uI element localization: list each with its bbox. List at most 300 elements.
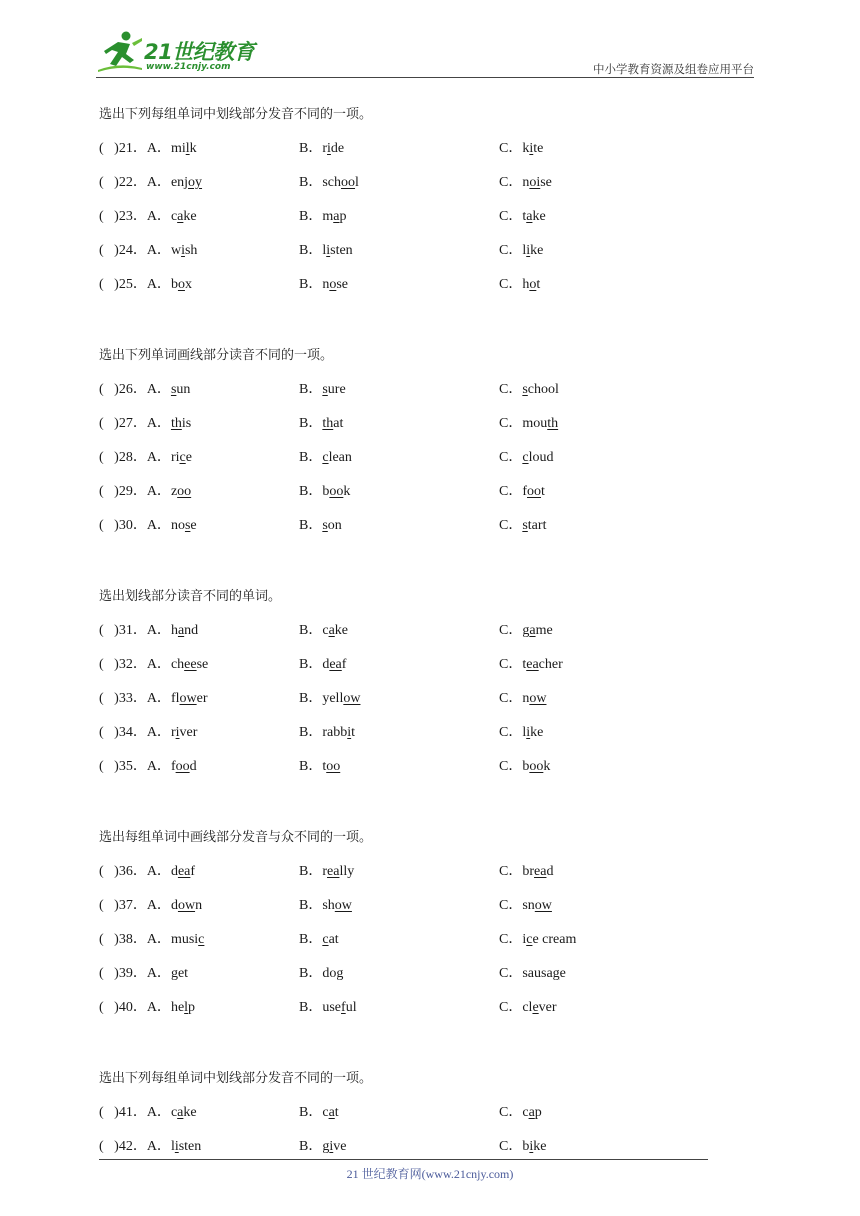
question-number: ( )26．A．	[99, 382, 171, 397]
question-number: ( )38．A．	[99, 932, 171, 947]
underlined-part: g	[170, 966, 178, 981]
option-letter: B．	[299, 623, 323, 638]
question-number: ( )35．A．	[99, 759, 171, 774]
word-part: nd	[184, 623, 199, 638]
underlined-part: ea	[526, 657, 539, 672]
word-part: c	[170, 1105, 178, 1120]
option-word	[522, 725, 543, 740]
option-word	[322, 1105, 338, 1120]
underlined-part: th	[547, 416, 559, 431]
option-b	[299, 276, 348, 294]
underlined-part: ee	[184, 657, 197, 672]
word-part: ch	[170, 657, 185, 672]
option-word	[322, 1139, 346, 1154]
underlined-part: a	[328, 623, 335, 638]
option-c	[499, 242, 543, 260]
option-word	[171, 725, 197, 740]
option-word	[322, 382, 345, 397]
footer-text: 21 世纪教育网(www.21cnjy.com)	[346, 1167, 514, 1181]
underlined-part: ea	[327, 864, 340, 879]
word-part: loud	[528, 450, 554, 465]
underlined-part: ea	[177, 864, 191, 879]
option-letter: B．	[299, 1139, 323, 1154]
option-word	[522, 657, 562, 672]
question-section	[99, 588, 739, 792]
option-b	[299, 965, 343, 983]
word-part: ure	[327, 382, 346, 397]
option-word	[171, 1000, 195, 1015]
word-part: ke	[532, 209, 546, 224]
option-word	[522, 382, 559, 397]
underlined-part: ow	[177, 898, 196, 913]
option-letter: B．	[299, 277, 323, 292]
underlined-part: th	[170, 416, 182, 431]
option-c	[499, 622, 553, 640]
question-number: ( )29．A．	[99, 484, 171, 499]
option-letter: C．	[499, 1139, 523, 1154]
underlined-part: i	[175, 725, 180, 740]
underlined-part: c	[179, 450, 186, 465]
logo	[96, 30, 266, 78]
question-row	[99, 622, 739, 656]
word-part: f	[522, 484, 528, 499]
underlined-part: oo	[529, 759, 544, 774]
option-word	[322, 277, 348, 292]
option-letter: B．	[299, 243, 323, 258]
option-b	[299, 517, 342, 535]
option-b	[299, 1138, 346, 1156]
option-word	[171, 518, 197, 533]
word-part: ke	[533, 1139, 547, 1154]
underlined-part: l	[184, 1000, 189, 1015]
option-word	[322, 623, 348, 638]
option-word	[522, 898, 552, 913]
question-number: ( )22．A．	[99, 175, 171, 190]
word-part: me	[535, 623, 553, 638]
option-word	[171, 691, 208, 706]
word-part: et	[177, 966, 189, 981]
option-b	[299, 931, 339, 949]
header-platform-text: 中小学教育资源及组卷应用平台	[593, 62, 754, 76]
question-row	[99, 276, 739, 310]
option-letter: B．	[299, 450, 323, 465]
option-a	[99, 724, 197, 742]
word-part: f	[170, 759, 176, 774]
option-letter: C．	[499, 966, 523, 981]
word-part: e	[190, 518, 197, 533]
option-c	[499, 208, 546, 226]
option-letter: B．	[299, 209, 323, 224]
word-part: z	[170, 484, 178, 499]
question-row	[99, 690, 739, 724]
word-part: b	[522, 1139, 530, 1154]
option-word	[171, 657, 208, 672]
word-part: on	[327, 518, 342, 533]
option-b	[299, 897, 352, 915]
option-b	[299, 690, 360, 708]
option-c	[499, 517, 546, 535]
underlined-part: o	[177, 277, 185, 292]
word-part: er	[196, 691, 208, 706]
word-part: h	[522, 277, 530, 292]
question-row	[99, 931, 739, 965]
underlined-part: oi	[529, 175, 541, 190]
option-word	[322, 141, 344, 156]
word-part: t	[522, 657, 527, 672]
option-b	[299, 622, 348, 640]
option-word	[322, 484, 350, 499]
option-letter: C．	[499, 209, 523, 224]
option-letter: B．	[299, 725, 323, 740]
question-number: ( )36．A．	[99, 864, 171, 879]
option-word	[171, 1139, 201, 1154]
word-part: un	[176, 382, 191, 397]
word-part: de	[330, 141, 345, 156]
option-b	[299, 449, 352, 467]
option-word	[522, 864, 553, 879]
underlined-part: g	[552, 966, 560, 981]
word-part: do	[322, 966, 337, 981]
option-letter: C．	[499, 416, 523, 431]
question-number: ( )42．A．	[99, 1139, 171, 1154]
underlined-part: i	[526, 243, 531, 258]
option-b	[299, 381, 346, 399]
underlined-part: th	[322, 416, 334, 431]
section-instruction: 选出下列单词画线部分读音不同的一项。	[99, 348, 334, 363]
option-word	[522, 691, 546, 706]
option-b	[299, 758, 340, 776]
option-b	[299, 208, 346, 226]
option-word	[322, 864, 354, 879]
option-word	[171, 277, 192, 292]
word-part: se	[336, 277, 349, 292]
option-b	[299, 863, 354, 881]
underlined-part: g	[336, 966, 344, 981]
option-word	[322, 691, 360, 706]
underlined-part: c	[522, 450, 529, 465]
word-part: k	[543, 759, 551, 774]
underlined-part: ea	[534, 864, 547, 879]
option-b	[299, 1104, 339, 1122]
option-b	[299, 242, 353, 260]
question-row	[99, 140, 739, 174]
underlined-part: i	[526, 725, 531, 740]
option-word	[171, 484, 191, 499]
option-c	[499, 724, 543, 742]
question-number: ( )30．A．	[99, 518, 171, 533]
option-letter: C．	[499, 623, 523, 638]
option-letter: C．	[499, 759, 523, 774]
option-letter: B．	[299, 1105, 323, 1120]
option-word	[322, 243, 352, 258]
option-word	[522, 484, 545, 499]
option-word	[171, 1105, 197, 1120]
option-letter: B．	[299, 898, 323, 913]
header-divider	[96, 77, 754, 78]
question-row	[99, 242, 739, 276]
option-c	[499, 174, 552, 192]
option-c	[499, 999, 557, 1017]
option-c	[499, 897, 552, 915]
option-a	[99, 965, 188, 983]
option-word	[322, 1000, 356, 1015]
word-part: c	[322, 1105, 329, 1120]
word-part: sch	[322, 175, 342, 190]
option-word	[171, 141, 197, 156]
option-word	[322, 759, 340, 774]
word-part: enj	[170, 175, 189, 190]
question-row	[99, 381, 739, 415]
word-part: i	[522, 932, 527, 947]
word-part: rabb	[322, 725, 348, 740]
question-row	[99, 517, 739, 551]
word-part: se	[196, 657, 209, 672]
underlined-part: s	[522, 518, 528, 533]
word-part: l	[170, 1139, 175, 1154]
underlined-part: s	[322, 518, 328, 533]
underlined-part: s	[184, 518, 191, 533]
option-a	[99, 931, 204, 949]
option-letter: B．	[299, 518, 323, 533]
underlined-part: ow	[179, 691, 197, 706]
underlined-part: oo	[341, 175, 356, 190]
word-part: n	[322, 277, 330, 292]
option-letter: B．	[299, 175, 323, 190]
option-word	[171, 382, 190, 397]
option-word	[171, 450, 192, 465]
question-number: ( )25．A．	[99, 277, 171, 292]
word-part: g	[322, 1139, 330, 1154]
option-c	[499, 690, 546, 708]
option-c	[499, 276, 540, 294]
option-letter: C．	[499, 725, 523, 740]
option-a	[99, 1104, 197, 1122]
option-letter: C．	[499, 1105, 523, 1120]
word-part: x	[184, 277, 192, 292]
option-letter: C．	[499, 932, 523, 947]
underlined-part: c	[322, 932, 329, 947]
question-number: ( )31．A．	[99, 623, 171, 638]
option-letter: C．	[499, 175, 523, 190]
option-a	[99, 758, 197, 776]
option-word	[171, 864, 195, 879]
exercise-content	[99, 106, 739, 1209]
option-a	[99, 656, 208, 674]
option-b	[299, 483, 350, 501]
option-letter: B．	[299, 1000, 323, 1015]
option-c	[499, 381, 559, 399]
word-part: sn	[522, 898, 535, 913]
word-part: sh	[322, 898, 335, 913]
word-part: h	[170, 623, 178, 638]
underlined-part: i	[174, 1139, 179, 1154]
word-part: ul	[345, 1000, 357, 1015]
underlined-part: i	[329, 1139, 334, 1154]
word-part: ve	[333, 1139, 347, 1154]
option-a	[99, 863, 195, 881]
word-part: sten	[330, 243, 353, 258]
underlined-part: i	[529, 141, 534, 156]
option-c	[499, 965, 566, 983]
word-part: ke	[183, 209, 197, 224]
word-part: ver	[538, 1000, 557, 1015]
question-row	[99, 174, 739, 208]
word-part: te	[533, 141, 544, 156]
running-figure-icon	[96, 30, 144, 76]
option-word	[322, 450, 352, 465]
option-letter: B．	[299, 932, 323, 947]
word-part: f	[190, 864, 196, 879]
word-part: sten	[178, 1139, 202, 1154]
word-part: ri	[170, 450, 180, 465]
question-number: ( )23．A．	[99, 209, 171, 224]
underlined-part: oo	[329, 484, 344, 499]
option-word	[522, 623, 552, 638]
option-word	[322, 518, 341, 533]
underlined-part: oo	[175, 759, 190, 774]
underlined-part: oo	[326, 759, 341, 774]
word-part: t	[334, 1105, 339, 1120]
option-word	[322, 898, 352, 913]
option-letter: C．	[499, 382, 523, 397]
word-part: musi	[170, 932, 199, 947]
underlined-part: s	[170, 382, 177, 397]
option-word	[522, 1105, 541, 1120]
question-row	[99, 724, 739, 758]
word-part: use	[322, 1000, 342, 1015]
word-part: at	[328, 932, 339, 947]
question-row	[99, 965, 739, 999]
question-row	[99, 415, 739, 449]
section-instruction: 选出下列每组单词中划线部分发音不同的一项。	[99, 107, 373, 122]
option-word	[522, 1139, 546, 1154]
option-a	[99, 897, 202, 915]
word-part: d	[322, 657, 330, 672]
option-word	[322, 966, 343, 981]
option-letter: B．	[299, 966, 323, 981]
question-row	[99, 1104, 739, 1138]
option-word	[522, 141, 543, 156]
word-part: chool	[527, 382, 559, 397]
option-word	[171, 209, 197, 224]
option-word	[171, 759, 197, 774]
question-row	[99, 208, 739, 242]
question-number: ( )39．A．	[99, 966, 171, 981]
underlined-part: ow	[343, 691, 361, 706]
word-part: l	[322, 243, 327, 258]
word-part: k	[522, 141, 530, 156]
option-b	[299, 999, 357, 1017]
word-part: d	[170, 864, 178, 879]
word-part: n	[195, 898, 203, 913]
option-letter: C．	[499, 277, 523, 292]
option-word	[322, 932, 338, 947]
word-part: sausa	[522, 966, 553, 981]
word-part: br	[522, 864, 535, 879]
option-a	[99, 517, 197, 535]
option-word	[171, 243, 197, 258]
question-row	[99, 863, 739, 897]
option-a	[99, 174, 202, 192]
word-part: f	[341, 657, 347, 672]
option-word	[322, 209, 346, 224]
word-part: e cream	[532, 932, 577, 947]
logo-text: 21世纪教育	[144, 40, 255, 64]
word-part: mou	[522, 416, 548, 431]
option-word	[322, 416, 343, 431]
option-a	[99, 483, 191, 501]
word-part: l	[355, 175, 359, 190]
underlined-part: a	[328, 1105, 335, 1120]
option-b	[299, 656, 346, 674]
question-number: ( )32．A．	[99, 657, 171, 672]
option-word	[322, 725, 355, 740]
question-row	[99, 999, 739, 1033]
option-c	[499, 483, 545, 501]
word-part: t	[536, 277, 541, 292]
option-word	[522, 966, 566, 981]
option-word	[171, 623, 198, 638]
underlined-part: i	[327, 141, 331, 156]
underlined-part: a	[177, 623, 185, 638]
word-part: r	[170, 725, 176, 740]
word-part: l	[522, 725, 527, 740]
option-letter: C．	[499, 484, 523, 499]
page-header	[96, 30, 756, 80]
option-a	[99, 1138, 201, 1156]
word-part: sh	[184, 243, 198, 258]
option-letter: C．	[499, 864, 523, 879]
question-number: ( )27．A．	[99, 416, 171, 431]
option-word	[522, 209, 545, 224]
word-part: c	[522, 1105, 529, 1120]
question-row	[99, 656, 739, 690]
option-a	[99, 208, 197, 226]
underlined-part: ow	[334, 898, 352, 913]
word-part: r	[322, 141, 328, 156]
option-a	[99, 999, 195, 1017]
option-c	[499, 931, 576, 949]
option-a	[99, 140, 197, 158]
word-part: fl	[170, 691, 180, 706]
word-part: cher	[538, 657, 563, 672]
word-part: d	[546, 864, 554, 879]
option-word	[522, 759, 550, 774]
question-number: ( )33．A．	[99, 691, 171, 706]
question-section	[99, 1070, 739, 1172]
underlined-part: c	[526, 932, 533, 947]
word-part: n	[522, 691, 530, 706]
option-c	[499, 1104, 542, 1122]
option-word	[522, 175, 552, 190]
question-row	[99, 897, 739, 931]
question-number: ( )41．A．	[99, 1105, 171, 1120]
option-a	[99, 690, 208, 708]
word-part: yell	[322, 691, 344, 706]
word-part: t	[522, 209, 527, 224]
underlined-part: ow	[534, 898, 552, 913]
option-word	[171, 932, 204, 947]
question-number: ( )24．A．	[99, 243, 171, 258]
option-word	[171, 416, 191, 431]
option-word	[522, 518, 546, 533]
underlined-part: f	[341, 1000, 346, 1015]
option-letter: C．	[499, 518, 523, 533]
option-a	[99, 242, 197, 260]
option-c	[499, 863, 553, 881]
option-word	[322, 175, 359, 190]
option-letter: B．	[299, 759, 323, 774]
